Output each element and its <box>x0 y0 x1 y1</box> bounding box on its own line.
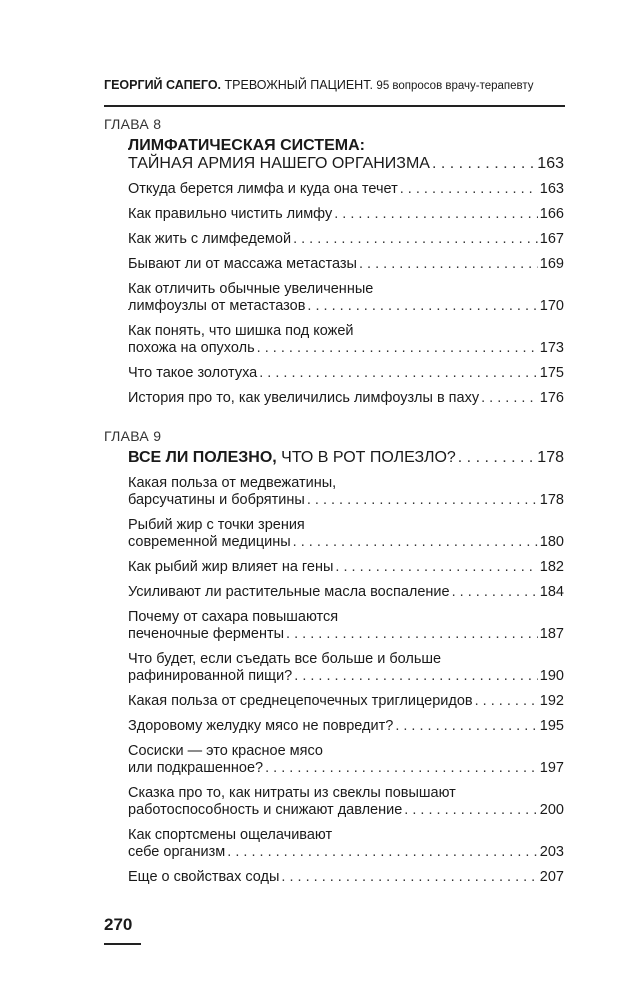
header-subtitle: 95 вопросов врачу-терапевту <box>376 80 534 92</box>
toc-entry-text: Сказка про то, как нитраты из свеклы повышают <box>128 785 456 801</box>
toc-entry-line <box>128 492 564 509</box>
dot-leader <box>432 155 535 173</box>
toc-entry-text: Что будет, если съедать все больше и больше <box>128 651 442 667</box>
chapter-page: 163 <box>537 155 564 172</box>
chapter-label: ГЛАВА 9 <box>104 428 162 444</box>
chapter-title-rest: ЧТО В РОТ ПОЛЕЗЛО? <box>281 449 456 466</box>
toc-entry-text: Бывают ли от массажа метастазы <box>128 256 357 272</box>
toc-entry-page: 170 <box>539 298 564 314</box>
toc-entry-page: 207 <box>539 869 564 885</box>
toc-entry-page: 195 <box>539 718 564 734</box>
dot-leader <box>293 534 538 551</box>
dot-leader <box>395 718 537 735</box>
chapter-title-bold: ВСЕ ЛИ ПОЛЕЗНО, <box>128 449 277 466</box>
dot-leader <box>307 298 537 315</box>
chapter-title-line <box>128 155 564 173</box>
header-author: ГЕОРГИЙ САПЕГО. <box>104 78 222 92</box>
dot-leader <box>359 256 538 273</box>
toc-entry-text: себе организм <box>128 844 226 860</box>
toc-entry-page: 173 <box>539 340 564 356</box>
dot-leader <box>286 626 538 643</box>
table-of-contents <box>104 116 564 907</box>
dot-leader <box>400 181 538 198</box>
toc-entry-text: рафинированной пищи? <box>128 668 293 684</box>
toc-entry-page: 178 <box>539 492 564 508</box>
toc-entry-line <box>128 475 564 492</box>
dot-leader <box>475 693 538 710</box>
toc-entry-text: лимфоузлы от метастазов <box>128 298 306 314</box>
toc-entry[interactable] <box>128 559 564 576</box>
toc-entry-line <box>128 668 564 685</box>
toc-entry-text: Еще о свойствах соды <box>128 869 280 885</box>
toc-entry-line <box>128 693 564 710</box>
running-header <box>104 78 566 92</box>
toc-entry-line <box>128 802 564 819</box>
header-rule <box>104 105 565 107</box>
chapter-title-rest: ТАЙНАЯ АРМИЯ НАШЕГО ОРГАНИЗМА <box>128 155 430 172</box>
chapter-title <box>128 449 564 467</box>
toc-entry[interactable] <box>128 181 564 198</box>
dot-leader <box>481 390 538 407</box>
toc-entry-page: 187 <box>539 626 564 642</box>
toc-entry-page: 200 <box>539 802 564 818</box>
toc-entry-line <box>128 340 564 357</box>
toc-entry[interactable] <box>128 584 564 601</box>
toc-entry[interactable] <box>128 256 564 273</box>
toc-entry-text: Рыбий жир с точки зрения <box>128 517 305 533</box>
toc-entry-line <box>128 517 564 534</box>
chapter-title <box>128 137 564 173</box>
toc-entry[interactable] <box>128 609 564 643</box>
toc-entry[interactable] <box>128 323 564 357</box>
toc-entry-text: Как рыбий жир влияет на гены <box>128 559 334 575</box>
toc-entry-page: 180 <box>539 534 564 550</box>
toc-entry-text: Что такое золотуха <box>128 365 258 381</box>
toc-entry-page: 203 <box>539 844 564 860</box>
chapter-section <box>104 428 564 886</box>
dot-leader <box>294 668 538 685</box>
toc-entry[interactable] <box>128 743 564 777</box>
toc-entry-page: 166 <box>539 206 564 222</box>
toc-entry[interactable] <box>128 718 564 735</box>
toc-entry-text: печеночные ферменты <box>128 626 285 642</box>
toc-entry-line <box>128 651 564 668</box>
dot-leader <box>458 449 536 467</box>
toc-entry-line <box>128 743 564 760</box>
toc-entry-page: 182 <box>539 559 564 575</box>
chapter-title-text <box>128 449 456 467</box>
toc-entry[interactable] <box>128 693 564 710</box>
toc-entry-text: Как отличить обычные увеличенные <box>128 281 374 297</box>
toc-entry[interactable] <box>128 517 564 551</box>
toc-entry-line <box>128 256 564 273</box>
toc-entry-line <box>128 206 564 223</box>
toc-entry-line <box>128 365 564 382</box>
toc-entry-page: 192 <box>539 693 564 709</box>
toc-entry[interactable] <box>128 365 564 382</box>
toc-entry[interactable] <box>128 651 564 685</box>
toc-entry-text: Как жить с лимфедемой <box>128 231 292 247</box>
toc-entry-line <box>128 323 564 340</box>
toc-entry-text: Какая польза от медвежатины, <box>128 475 337 491</box>
toc-entry-line <box>128 827 564 844</box>
toc-entry-text: или подкрашенное? <box>128 760 264 776</box>
toc-entry-text: Сосиски — это красное мясо <box>128 743 323 759</box>
page-number-rule <box>104 943 141 945</box>
toc-entry[interactable] <box>128 869 564 886</box>
dot-leader <box>265 760 538 777</box>
toc-entry-page: 197 <box>539 760 564 776</box>
dot-leader <box>307 492 538 509</box>
toc-entry-text: Какая польза от среднецепочечных триглицеридов <box>128 693 473 709</box>
toc-entry[interactable] <box>128 827 564 861</box>
dot-leader <box>334 206 538 223</box>
toc-entry-line <box>128 281 564 298</box>
toc-entry-page: 190 <box>539 668 564 684</box>
chapter-section <box>104 116 564 407</box>
toc-entry-text: барсучатины и бобрятины <box>128 492 305 508</box>
page-number: 270 <box>104 915 133 934</box>
chapter-label: ГЛАВА 8 <box>104 116 162 132</box>
toc-entry-line <box>128 181 564 198</box>
dot-leader <box>452 584 538 601</box>
toc-entry-line <box>128 844 564 861</box>
toc-entry-line <box>128 298 564 315</box>
toc-entry-line <box>128 390 564 407</box>
toc-entry-text: Как понять, что шишка под кожей <box>128 323 354 339</box>
toc-entry-page: 167 <box>539 231 564 247</box>
toc-entry-page: 169 <box>539 256 564 272</box>
toc-entry[interactable] <box>128 231 564 248</box>
toc-entry[interactable] <box>128 206 564 223</box>
header-book-title: ТРЕВОЖНЫЙ ПАЦИЕНТ. <box>224 78 373 92</box>
toc-entry-page: 175 <box>539 365 564 381</box>
toc-entry[interactable] <box>128 281 564 315</box>
dot-leader <box>281 869 537 886</box>
dot-leader <box>404 802 538 819</box>
chapter-page: 178 <box>537 449 564 466</box>
toc-entry[interactable] <box>128 390 564 407</box>
toc-entry-line <box>128 231 564 248</box>
toc-entry-line <box>128 584 564 601</box>
toc-entry-line <box>128 534 564 551</box>
toc-entry-line <box>128 626 564 643</box>
chapter-title-line <box>128 449 564 467</box>
toc-entry-line <box>128 609 564 626</box>
toc-entry-page: 163 <box>539 181 564 197</box>
dot-leader <box>335 559 537 576</box>
toc-entry-text: похожа на опухоль <box>128 340 255 356</box>
dot-leader <box>257 340 538 357</box>
toc-entry-text: Как правильно чистить лимфу <box>128 206 333 222</box>
toc-entry-text: Откуда берется лимфа и куда она течет <box>128 181 398 197</box>
toc-entry-line <box>128 559 564 576</box>
toc-entry-text: Здоровому желудку мясо не повредит? <box>128 718 394 734</box>
dot-leader <box>227 844 538 861</box>
toc-entry-text: современной медицины <box>128 534 291 550</box>
toc-entry-line <box>128 718 564 735</box>
chapter-title-bold: ЛИМФАТИЧЕСКАЯ СИСТЕМА: <box>128 137 365 154</box>
toc-entry-text: Как спортсмены ощелачивают <box>128 827 333 843</box>
toc-entry-page: 176 <box>539 390 564 406</box>
toc-entry[interactable] <box>128 475 564 509</box>
toc-entry-text: Почему от сахара повышаются <box>128 609 339 625</box>
toc-entry-line <box>128 869 564 886</box>
toc-entry-text: История про то, как увеличились лимфоузлы в паху <box>128 390 480 406</box>
dot-leader <box>293 231 538 248</box>
toc-entry-line <box>128 760 564 777</box>
dot-leader <box>259 365 538 382</box>
toc-entry[interactable] <box>128 785 564 819</box>
toc-entry-text: Усиливают ли растительные масла воспаление <box>128 584 450 600</box>
toc-entry-line <box>128 785 564 802</box>
toc-entry-text: работоспособность и снижают давление <box>128 802 403 818</box>
toc-entry-page: 184 <box>539 584 564 600</box>
